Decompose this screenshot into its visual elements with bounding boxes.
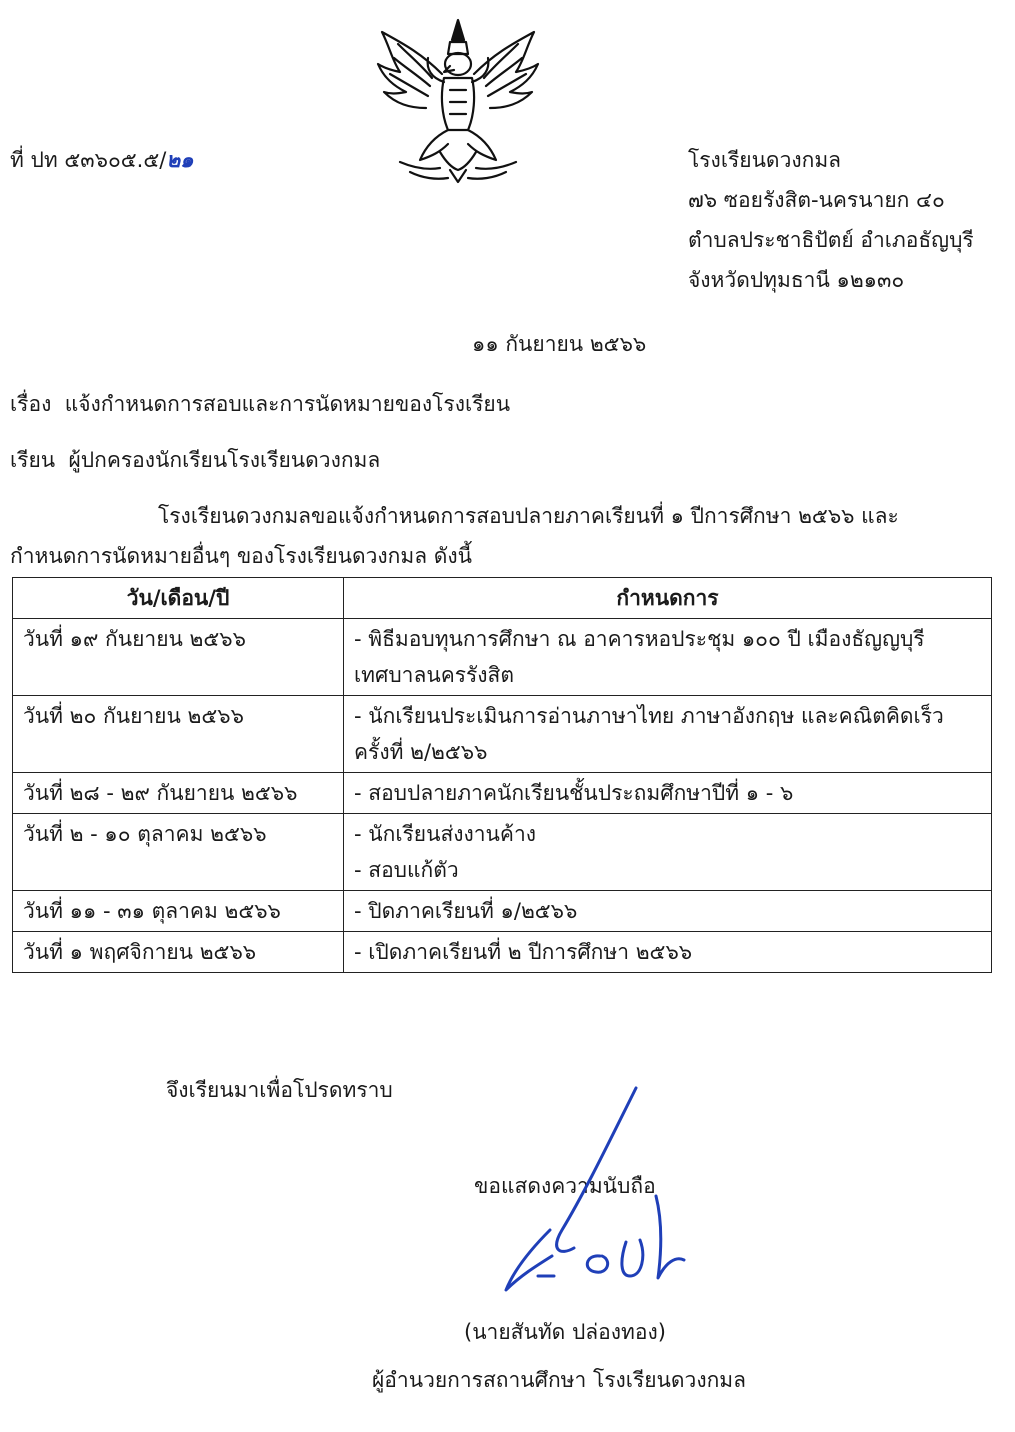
letter-date: ๑๑ กันยายน ๒๕๖๖ [472, 332, 647, 356]
row-date: วันที่ ๒ - ๑๐ ตุลาคม ๒๕๖๖ [13, 814, 344, 891]
signer-title: ผู้อำนวยการสถานศึกษา โรงเรียนดวงกมล [372, 1368, 747, 1392]
reference-number [10, 146, 194, 174]
body-line-1: โรงเรียนดวงกมลขอแจ้งกำหนดการสอบปลายภาคเรียนที่ ๑ ปีการศึกษา ๒๕๖๖ และ [158, 504, 899, 528]
row-events [344, 932, 992, 973]
subject-label: เรื่อง [10, 392, 52, 416]
recipient-line [10, 446, 380, 474]
row-events [344, 891, 992, 932]
address-line-3: จังหวัดปทุมธานี ๑๒๑๓๐ [688, 268, 905, 292]
recipient-text: ผู้ปกครองนักเรียนโรงเรียนดวงกมล [68, 448, 381, 472]
address-line-1: ๗๖ ซอยรังสิต-นครนายก ๔๐ [688, 188, 945, 212]
event-line: เทศบาลนครรังสิต [354, 663, 515, 687]
row-events [344, 619, 992, 696]
table-row [13, 773, 992, 814]
reference-handwritten-number: ๒๑ [166, 148, 194, 172]
row-date: วันที่ ๒๘ - ๒๙ กันยายน ๒๕๖๖ [13, 773, 344, 814]
event-line: - สอบแก้ตัว [354, 858, 459, 882]
table-row [13, 891, 992, 932]
event-line: - ปิดภาคเรียนที่ ๑/๒๕๖๖ [354, 899, 578, 923]
schedule-table [12, 577, 992, 973]
event-line: ครั้งที่ ๒/๒๕๖๖ [354, 740, 488, 764]
table-row [13, 814, 992, 891]
row-date: วันที่ ๑ พฤศจิกายน ๒๕๖๖ [13, 932, 344, 973]
subject-line [10, 390, 510, 418]
event-line: - พิธีมอบทุนการศึกษา ณ อาคารหอประชุม ๑๐๐ ปี เมืองธัญญบุรี [354, 627, 925, 651]
table-row [13, 696, 992, 773]
event-line: - สอบปลายภาคนักเรียนชั้นประถมศึกษาปีที่ ๑ - ๖ [354, 781, 794, 805]
signer-name: (นายสันทัด ปล่องทอง) [464, 1320, 666, 1344]
table-header-row [13, 578, 992, 619]
recipient-label: เรียน [10, 448, 56, 472]
row-events [344, 696, 992, 773]
body-line-2: กำหนดการนัดหมายอื่นๆ ของโรงเรียนดวงกมล ดังนี้ [10, 544, 473, 568]
event-line: - นักเรียนส่งงานค้าง [354, 822, 537, 846]
school-name: โรงเรียนดวงกมล [688, 148, 842, 172]
column-header-event: กำหนดการ [344, 578, 992, 619]
handwritten-signature [490, 1080, 710, 1320]
row-events [344, 814, 992, 891]
regards-text: ขอแสดงความนับถือ [474, 1174, 656, 1198]
garuda-emblem-icon [370, 12, 546, 184]
row-date: วันที่ ๒๐ กันยายน ๒๕๖๖ [13, 696, 344, 773]
table-row [13, 932, 992, 973]
row-events [344, 773, 992, 814]
event-line: - นักเรียนประเมินการอ่านภาษาไทย ภาษาอังกฤษ และคณิตคิดเร็ว [354, 704, 944, 728]
column-header-date: วัน/เดือน/ปี [13, 578, 344, 619]
address-line-2: ตำบลประชาธิปัตย์ อำเภอธัญบุรี [688, 228, 974, 252]
row-date: วันที่ ๑๙ กันยายน ๒๕๖๖ [13, 619, 344, 696]
closing-text: จึงเรียนมาเพื่อโปรดทราบ [166, 1078, 393, 1102]
table-row [13, 619, 992, 696]
subject-text: แจ้งกำหนดการสอบและการนัดหมายของโรงเรียน [64, 392, 511, 416]
row-date: วันที่ ๑๑ - ๓๑ ตุลาคม ๒๕๖๖ [13, 891, 344, 932]
reference-prefix: ที่ ปท ๕๓๖๐๕.๕/ [10, 148, 167, 172]
event-line: - เปิดภาคเรียนที่ ๒ ปีการศึกษา ๒๕๖๖ [354, 940, 693, 964]
